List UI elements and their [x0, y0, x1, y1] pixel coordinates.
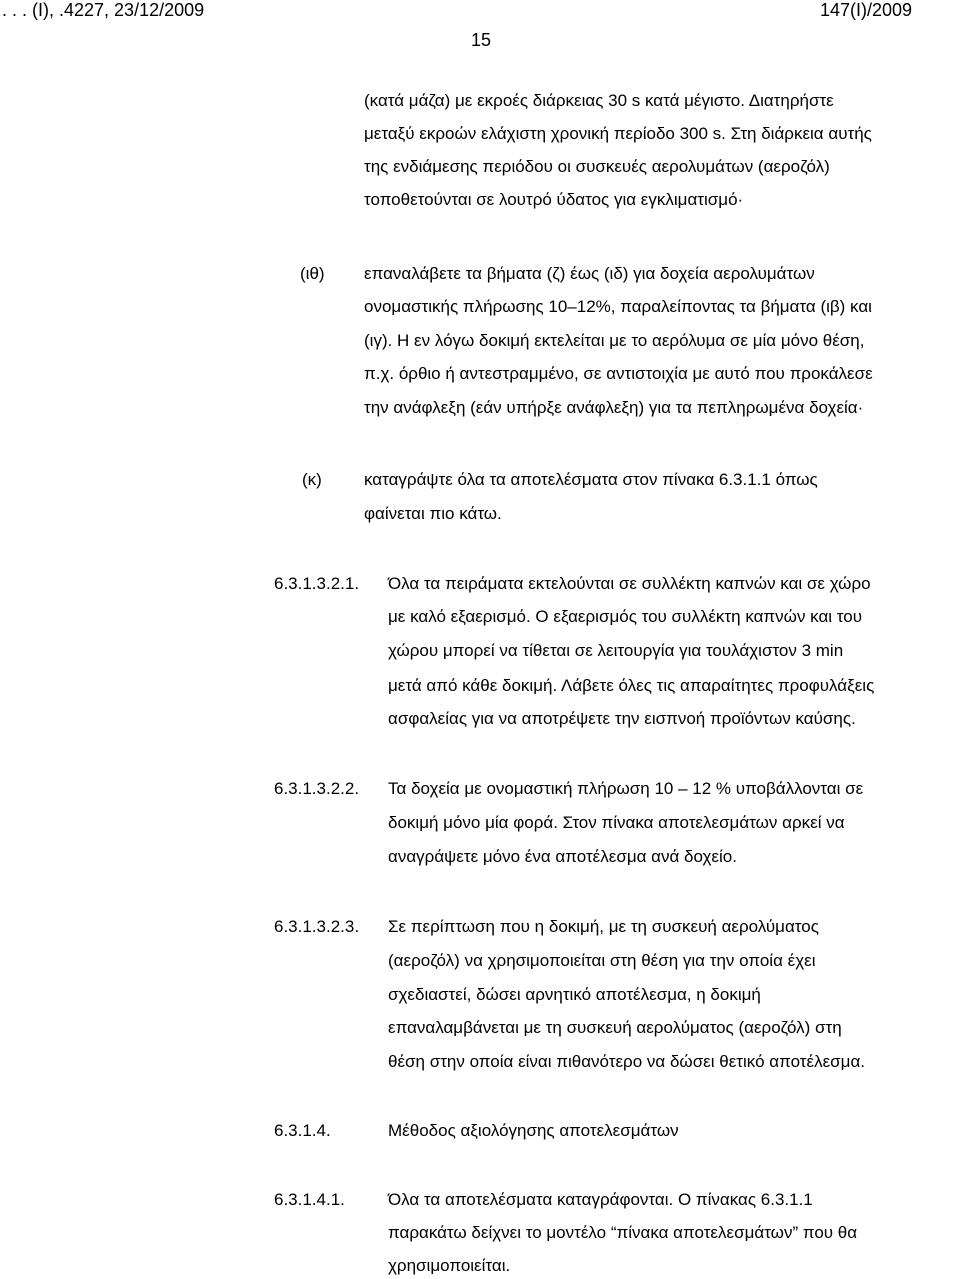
list-item-label: (κ) — [302, 470, 322, 489]
section-number: 6.3.1.3.2.3. — [274, 917, 360, 936]
section-title: Μέθοδος αξιολόγησης αποτελεσμάτων — [388, 1121, 679, 1140]
paragraph-line: χώρου μπορεί να τίθεται σε λειτουργία για τουλάχιστον 3 min — [388, 641, 844, 660]
paragraph-line: σχεδιαστεί, δώσει αρνητικό αποτέλεσμα, η δοκιμή — [388, 985, 761, 1004]
list-item-label: (ιθ) — [300, 264, 325, 283]
paragraph-line: μετά από κάθε δοκιμή. Λάβετε όλες τις απαραίτητες προφυλάξεις — [388, 676, 875, 695]
paragraph-line: χρησιμοποιείται. — [388, 1256, 511, 1275]
paragraph-line: π.χ. όρθιο ή αντεστραμμένο, σε αντιστοιχία με αυτό που προκάλεσε — [364, 364, 873, 383]
paragraph-line: αναγράψετε μόνο ένα αποτέλεσμα ανά δοχείο. — [388, 847, 737, 866]
paragraph-line: παρακάτω δείχνει το μοντέλο “πίνακα αποτελεσμάτων” που θα — [388, 1223, 858, 1242]
paragraph-line: θέση στην οποία είναι πιθανότερο να δώσει θετικό αποτέλεσμα. — [388, 1052, 865, 1071]
paragraph-line: (αεροζόλ) να χρησιμοποιείται στη θέση για την οποία έχει — [388, 951, 816, 970]
paragraph-line: Όλα τα πειράματα εκτελούνται σε συλλέκτη καπνών και σε χώρο — [388, 574, 871, 593]
paragraph-line: επαναλάβετε τα βήματα (ζ) έως (ιδ) για δοχεία αερολυμάτων — [364, 264, 815, 283]
paragraph-line: δοκιμή μόνο μία φορά. Στον πίνακα αποτελεσμάτων αρκεί να — [388, 813, 845, 832]
running-header-left: . . . (Ι), .4227, 23/12/2009 — [2, 0, 205, 20]
paragraph-line: της ενδιάμεσης περιόδου οι συσκευές αερολυμάτων (αεροζόλ) — [364, 157, 830, 176]
paragraph-line: μεταξύ εκροών ελάχιστη χρονική περίοδο 300 s. Στη διάρκεια αυτής — [364, 124, 872, 143]
paragraph-line: ασφαλείας για να αποτρέψετε την εισπνοή προϊόντων καύσης. — [388, 709, 856, 728]
section-number: 6.3.1.3.2.1. — [274, 574, 360, 593]
paragraph-line: Σε περίπτωση που η δοκιμή, με τη συσκευή αερολύματος — [388, 917, 819, 936]
paragraph-line: καταγράψτε όλα τα αποτελέσματα στον πίνακα 6.3.1.1 όπως — [364, 470, 818, 489]
paragraph-line: Όλα τα αποτελέσματα καταγράφονται. Ο πίνακας 6.3.1.1 — [388, 1190, 813, 1209]
paragraph-line: επαναλαμβάνεται με τη συσκευή αερολύματος (αεροζόλ) στη — [388, 1018, 842, 1037]
paragraph-line: φαίνεται πιο κάτω. — [364, 504, 502, 523]
paragraph-line: με καλό εξαερισμό. Ο εξαερισμός του συλλέκτη καπνών και του — [388, 607, 863, 626]
paragraph-line: τοποθετούνται σε λουτρό ύδατος για εγκλιματισμό· — [364, 190, 744, 209]
paragraph-line: την ανάφλεξη (εάν υπήρξε ανάφλεξη) για τα πεπληρωμένα δοχεία· — [364, 398, 864, 417]
paragraph-line: ονομαστικής πλήρωσης 10–12%, παραλείποντας τα βήματα (ιβ) και — [364, 297, 872, 316]
page-number: 15 — [471, 30, 492, 50]
paragraph-line: (ιγ). Η εν λόγω δοκιμή εκτελείται με το αερόλυμα σε μία μόνο θέση, — [364, 331, 865, 350]
section-number: 6.3.1.4. — [274, 1121, 331, 1140]
paragraph-line: (κατά μάζα) με εκροές διάρκειας 30 s κατά μέγιστο. Διατηρήστε — [364, 91, 834, 110]
section-number: 6.3.1.3.2.2. — [274, 779, 360, 798]
running-header-right: 147(Ι)/2009 — [820, 0, 913, 20]
paragraph-line: Τα δοχεία με ονομαστική πλήρωση 10 – 12 % υποβάλλονται σε — [388, 779, 864, 798]
section-number: 6.3.1.4.1. — [274, 1190, 345, 1209]
